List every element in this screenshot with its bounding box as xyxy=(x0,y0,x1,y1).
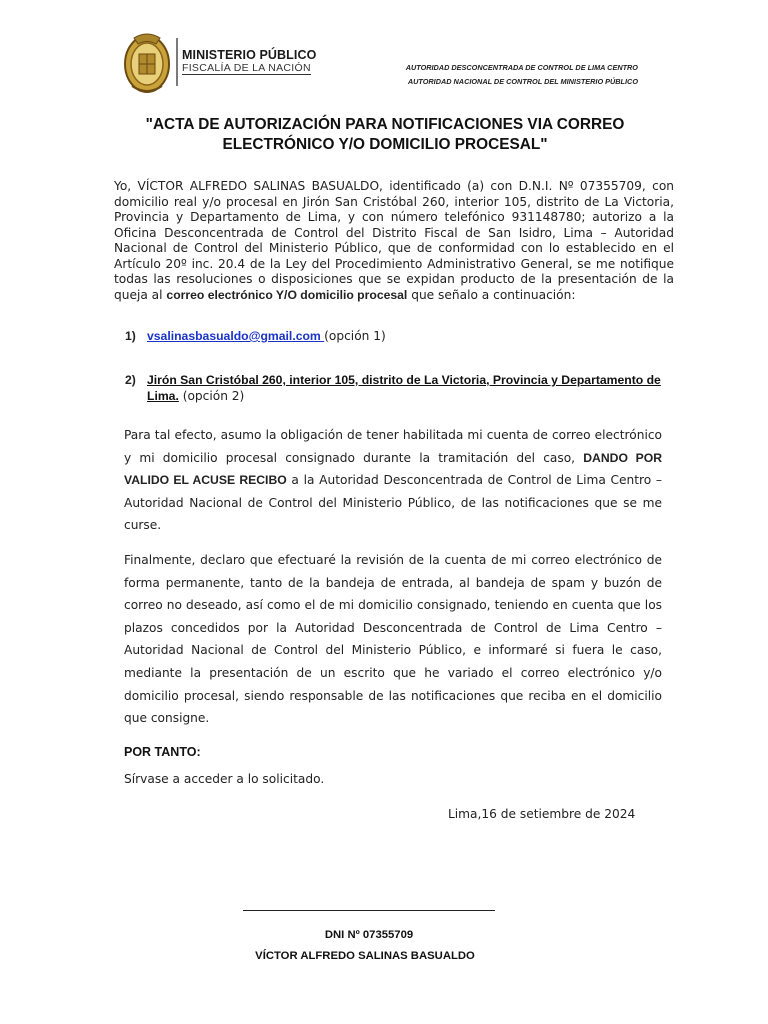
intro-text: Yo, VÍCTOR ALFREDO SALINAS BASUALDO, identificado (a) con D.N.I. Nº 07355709, con domicilio real y/o procesal en Jirón San Cristóbal 260, interior 105, distrito de La Victoria, Provincia y Departamento de Lima, y con número telefónico 931148780; autorizo a la Oficina Desconcentrada de Control del Distrito Fiscal de San Isidro, Lima – Autoridad Nacional de Control del Ministerio Público, que de conformidad con lo establecido en el Artículo 20º inc. 20.4 de la Ley del Procedimiento Administrativo General, se me notifique todas las resoluciones o disposiciones que se expidan producto de la presentación de la queja al xyxy=(114,179,674,302)
intro-bold: correo electrónico Y/O domicilio procesal xyxy=(166,287,408,302)
declaration-paragraph: Finalmente, declaro que efectuaré la revisión de la cuenta de mi correo electrónico de forma permanente, tanto de la bandeja de entrada, al bandeja de spam y buzón de correo no deseado, así como el de mi domicilio consignado, teniendo en cuenta que los plazos concedidos por la Autoridad Desconcentrada de Control de Lima Centro – Autoridad Nacional de Control del Ministerio Público, e informaré si fuera le caso, mediante la presentación de un escrito que he variado el correo electrónico y/o domicilio procesal, siendo responsable de las notificaciones que reciba en el domicilio que consigne. xyxy=(124,553,662,726)
paragraph-bold: DANDO POR VALIDO EL ACUSE RECIBO xyxy=(124,450,663,488)
signature-name: VÍCTOR ALFREDO SALINAS BASUALDO xyxy=(255,950,475,962)
title-line1: "ACTA DE AUTORIZACIÓN PARA NOTIFICACIONES VIA CORREO xyxy=(145,116,625,133)
paragraph-text-end: a la Autoridad Desconcentrada de Control de Lima Centro – Autoridad Nacional de Control del Ministerio Público, de las notificaciones que se me curse. xyxy=(124,473,662,533)
option-number: 1) xyxy=(125,329,136,343)
request-closing: Sírvase a acceder a lo solicitado. xyxy=(124,772,325,786)
ministerio-publico-logo xyxy=(122,30,317,96)
signature-line xyxy=(243,910,495,911)
logo-divider xyxy=(176,38,178,86)
signature-dni: DNI Nº 07355709 xyxy=(324,929,414,941)
obligation-paragraph xyxy=(124,424,662,537)
logo-subtitle: FISCALÍA DE LA NACIÓN xyxy=(182,62,311,74)
option-label: (opción 1) xyxy=(324,329,386,343)
document-title xyxy=(120,115,650,155)
document-date: Lima,16 de setiembre de 2024 xyxy=(448,807,636,821)
address-value: Jirón San Cristóbal 260, interior 105, distrito de La Victoria, Provincia y Departamento de Lima. xyxy=(147,373,661,403)
header-authority-line1: AUTORIDAD DESCONCENTRADA DE CONTROL DE LIMA CENTRO xyxy=(405,63,638,72)
logo-title: MINISTERIO PÚBLICO xyxy=(182,48,317,62)
paragraph-text: Para tal efecto, asumo la obligación de tener habilitada mi cuenta de correo electrónico y mi domicilio procesal consignado durante la tramitación del caso, xyxy=(124,428,662,465)
header-authority-line2: AUTORIDAD NACIONAL DE CONTROL DEL MINISTERIO PÚBLICO xyxy=(407,77,638,86)
intro-text-end: que señalo a continuación: xyxy=(407,287,576,302)
por-tanto-heading: POR TANTO: xyxy=(124,745,201,759)
national-crest-icon xyxy=(122,30,172,96)
option-label: (opción 2) xyxy=(178,388,245,403)
title-line2: ELECTRÓNICO Y/O DOMICILIO PROCESAL" xyxy=(222,136,548,153)
option-number: 2) xyxy=(125,373,136,387)
intro-paragraph xyxy=(114,179,674,303)
email-link[interactable]: vsalinasbasualdo@gmail.com xyxy=(147,329,325,343)
